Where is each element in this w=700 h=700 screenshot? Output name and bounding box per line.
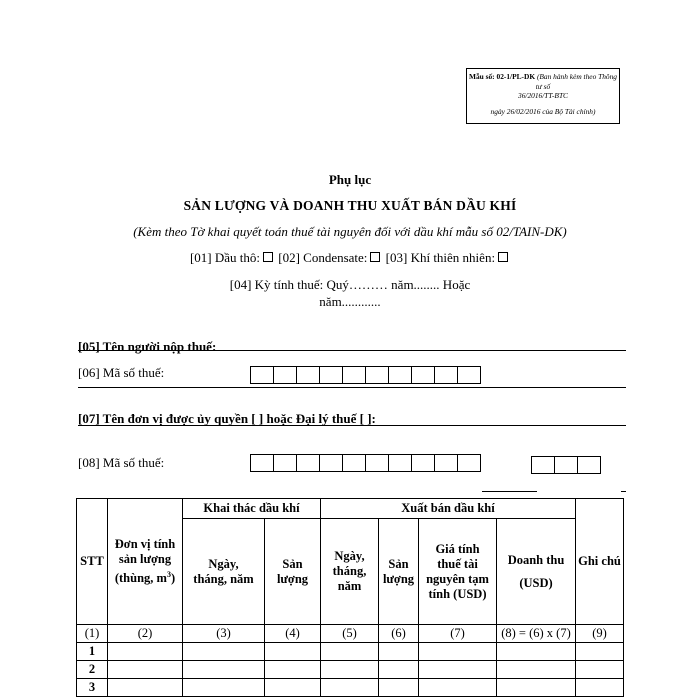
agent-tax-code-boxes[interactable] xyxy=(250,454,481,472)
index-cell: (8) = (6) x (7) xyxy=(497,625,576,643)
appendix-note: (Kèm theo Tờ khai quyết toán thuế tài nguyên đối với dầu khí mẫu số 02/TAIN-DK) xyxy=(133,224,567,239)
form-issuance-line2: 36/2016/TT-BTC xyxy=(518,91,568,100)
condensate-checkbox[interactable] xyxy=(370,252,380,262)
form-issuance-line1: (Ban hành kèm theo Thông tư số xyxy=(535,72,618,91)
agent-name-line[interactable] xyxy=(78,425,626,426)
table-row xyxy=(77,643,624,661)
short-rule-end xyxy=(621,491,626,492)
sale-group-header: Xuất bán dầu khí xyxy=(321,499,576,519)
index-cell: (3) xyxy=(183,625,265,643)
index-cell: (1) xyxy=(77,625,108,643)
natural-gas-checkbox[interactable] xyxy=(498,252,508,262)
index-cell: (7) xyxy=(419,625,497,643)
table-row xyxy=(77,661,624,679)
tax-period xyxy=(0,276,700,310)
natural-gas-label: [03] Khí thiên nhiên: xyxy=(385,250,496,265)
sales-table xyxy=(76,498,624,697)
index-cell: (4) xyxy=(265,625,321,643)
tax-code-boxes[interactable] xyxy=(250,366,481,384)
extract-group-header: Khai thác dầu khí xyxy=(183,499,321,519)
col-price-header: Giá tính thuế tài nguyên tạm tính (USD) xyxy=(419,519,497,625)
tax-code-label: [06] Mã số thuế: xyxy=(78,365,165,380)
row-number: 3 xyxy=(77,679,108,697)
index-row xyxy=(77,625,624,643)
crude-oil-checkbox[interactable] xyxy=(263,252,273,262)
taxpayer-name-label: [05] Tên người nộp thuế: xyxy=(78,339,217,354)
appendix-title: Phụ lục xyxy=(328,172,372,187)
index-cell: (5) xyxy=(321,625,379,643)
col-sale-output-header: Sản lượng xyxy=(379,519,419,625)
col-stt-header: STT xyxy=(77,499,108,625)
form-issuance-line3: ngày 26/02/2016 của Bộ Tài chính) xyxy=(490,106,596,116)
col-extract-date-header: Ngày, tháng, năm xyxy=(183,519,265,625)
col-extract-output-header: Sản lượng xyxy=(265,519,321,625)
index-cell: (2) xyxy=(108,625,183,643)
product-type-checkboxes xyxy=(0,250,700,266)
index-cell: (6) xyxy=(379,625,419,643)
form-code: Mẫu số: 02-1/PL-DK xyxy=(468,72,536,81)
tax-period-line1: [04] Kỳ tính thuế: Quý……… năm........ Hoặc xyxy=(229,277,471,292)
col-unit-header: Đơn vị tính sản lượng (thùng, $m^3$) xyxy=(108,499,183,625)
row-number: 1 xyxy=(77,643,108,661)
crude-oil-label: [01] Dầu thô: xyxy=(189,250,260,265)
form-code-box xyxy=(466,68,620,124)
col-sale-date-header: Ngày, tháng, năm xyxy=(321,519,379,625)
agent-tax-code-label: [08] Mã số thuế: xyxy=(78,455,165,470)
taxpayer-name-line[interactable] xyxy=(78,350,626,351)
agent-name-label: [07] Tên đơn vị được ủy quyền [ ] hoặc Đại lý thuế [ ]: xyxy=(78,411,376,426)
short-rule xyxy=(482,491,537,492)
row-number: 2 xyxy=(77,661,108,679)
condensate-label: [02] Condensate: xyxy=(278,250,368,265)
divider xyxy=(78,387,626,388)
index-cell: (9) xyxy=(576,625,624,643)
col-note-header: Ghi chú xyxy=(576,499,624,625)
col-revenue-header: Doanh thu (USD) xyxy=(497,519,576,625)
appendix-subtitle: SẢN LƯỢNG VÀ DOANH THU XUẤT BÁN DẦU KHÍ xyxy=(183,198,517,213)
tax-period-line2: năm............ xyxy=(319,294,381,309)
table-row xyxy=(77,679,624,697)
agent-tax-code-branch-boxes[interactable] xyxy=(531,456,601,474)
